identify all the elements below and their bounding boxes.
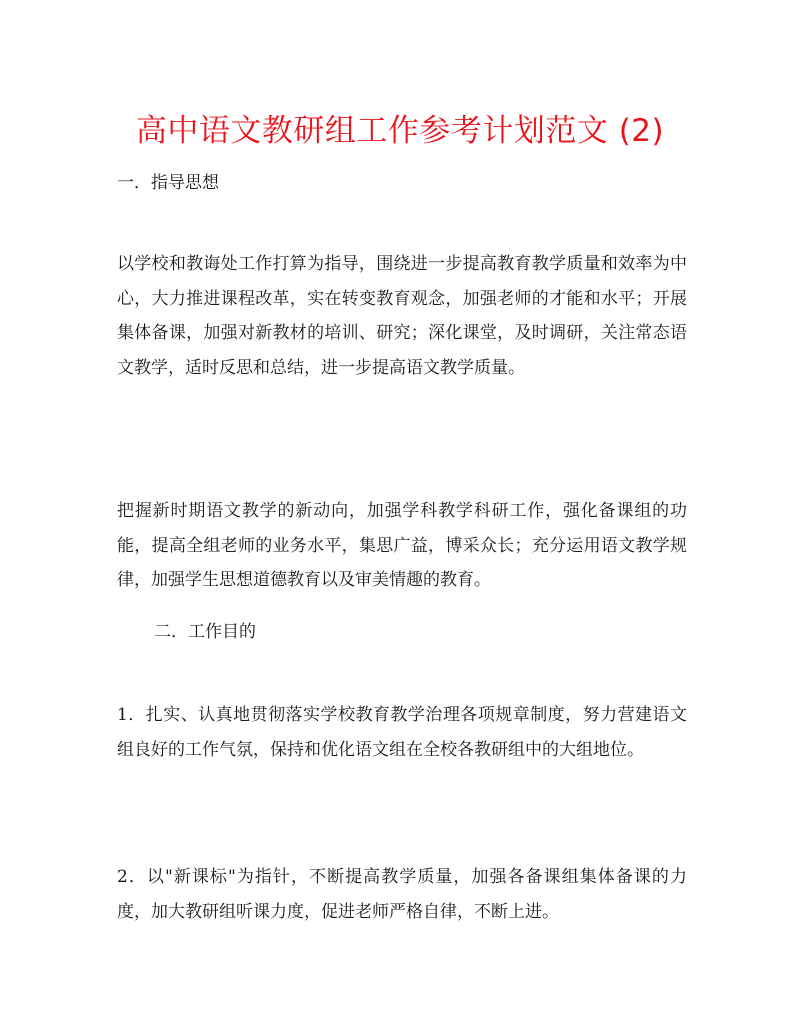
section-heading-work-goals: 二．工作目的 [154, 622, 256, 642]
paragraph-guiding-ideology-2: 把握新时期语文教学的新动向，加强学科教学科研工作，强化备课组的功能，提高全组老师的业务水平，集思广益，博采众长；充分运用语文教学规律，加强学生思想道德教育以及审美情趣的教育。 [117, 501, 687, 590]
document-title: 高中语文教研组工作参考计划范文 (2) [135, 113, 665, 149]
list-item-goal-2: 2．以"新课标"为指针，不断提高教学质量，加强各备课组集体备课的力度，加大教研组听课力度，促进老师严格自律，不断上进。 [117, 867, 687, 922]
list-item-goal-1: 1．扎实、认真地贯彻落实学校教育教学治理各项规章制度，努力营建语文组良好的工作气氛，保持和优化语文组在全校各教研组中的大组地位。 [117, 705, 687, 760]
paragraph-guiding-ideology-1: 以学校和教诲处工作打算为指导，围绕进一步提高教育教学质量和效率为中心，大力推进课程改革，实在转变教育观念，加强老师的才能和水平；开展集体备课，加强对新教材的培训、研究；深化课堂，及时调研，关注常态语文教学，适时反思和总结，进一步提高语文教学质量。 [117, 254, 687, 378]
section-heading-guiding-ideology: 一．指导思想 [117, 173, 219, 193]
